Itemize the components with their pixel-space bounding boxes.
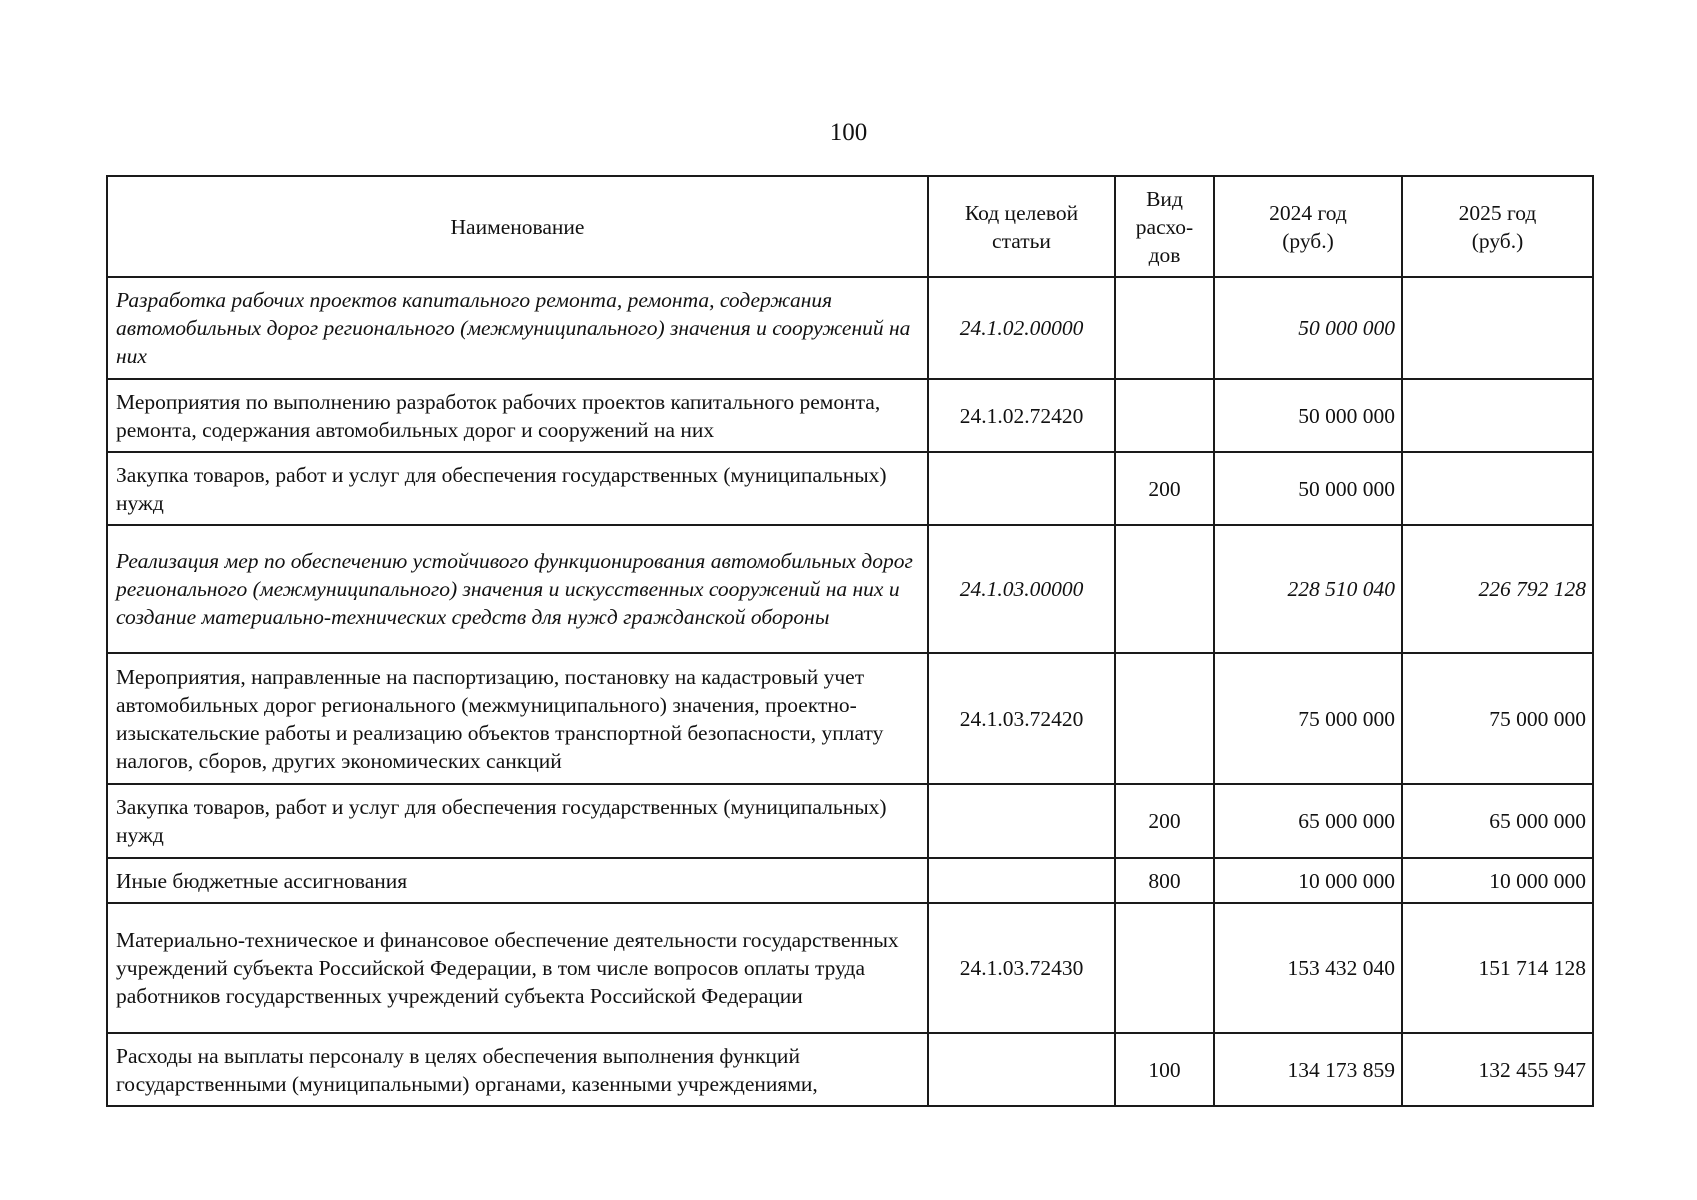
cell-2024: 50 000 000: [1214, 452, 1402, 525]
cell-name: Иные бюджетные ассигнования: [107, 858, 928, 903]
cell-name: Закупка товаров, работ и услуг для обеспечения государственных (муниципальных) нужд: [107, 452, 928, 525]
cell-kind: 800: [1115, 858, 1214, 903]
cell-code: [928, 1033, 1115, 1106]
cell-2025: 65 000 000: [1402, 784, 1593, 858]
header-kind: Вид расхо-дов: [1115, 176, 1214, 277]
table-row: [107, 379, 1593, 452]
table-body: [107, 277, 1593, 1106]
cell-2024: 50 000 000: [1214, 379, 1402, 452]
cell-2025: [1402, 379, 1593, 452]
cell-code: [928, 452, 1115, 525]
cell-name: Мероприятия по выполнению разработок рабочих проектов капитального ремонта, ремонта, содержания автомобильных дорог и сооружений на них: [107, 379, 928, 452]
cell-kind: [1115, 277, 1214, 379]
cell-code: [928, 784, 1115, 858]
cell-code: 24.1.03.72420: [928, 653, 1115, 784]
cell-name: Мероприятия, направленные на паспортизацию, постановку на кадастровый учет автомобильных дорог регионального (межмуниципального) значения, проектно-изыскательские работы и реализацию объектов транспортной безопасности, уплату налогов, сборов, других экономических санкций: [107, 653, 928, 784]
cell-code: [928, 858, 1115, 903]
cell-code: 24.1.02.00000: [928, 277, 1115, 379]
table-row: [107, 525, 1593, 653]
cell-kind: 200: [1115, 784, 1214, 858]
table-row: [107, 653, 1593, 784]
table-row: [107, 784, 1593, 858]
cell-kind: 100: [1115, 1033, 1214, 1106]
header-code: Код целевой статьи: [928, 176, 1115, 277]
header-2025: 2025 год (руб.): [1402, 176, 1593, 277]
cell-name: Реализация мер по обеспечению устойчивого функционирования автомобильных дорог регионального (межмуниципального) значения и искусственных сооружений на них и создание материально-технических средств для нужд гражданской обороны: [107, 525, 928, 653]
cell-code: 24.1.03.72430: [928, 903, 1115, 1033]
cell-2025: 151 714 128: [1402, 903, 1593, 1033]
cell-kind: [1115, 525, 1214, 653]
cell-name: Разработка рабочих проектов капитального ремонта, ремонта, содержания автомобильных дорог регионального (межмуниципального) значения и сооружений на них: [107, 277, 928, 379]
table-row: [107, 452, 1593, 525]
budget-table: [106, 175, 1594, 1107]
cell-2024: 228 510 040: [1214, 525, 1402, 653]
table-row: [107, 1033, 1593, 1106]
cell-2024: 134 173 859: [1214, 1033, 1402, 1106]
table-row: [107, 903, 1593, 1033]
cell-kind: [1115, 903, 1214, 1033]
cell-2025: 226 792 128: [1402, 525, 1593, 653]
cell-name: Закупка товаров, работ и услуг для обеспечения государственных (муниципальных) нужд: [107, 784, 928, 858]
cell-code: 24.1.02.72420: [928, 379, 1115, 452]
cell-2024: 10 000 000: [1214, 858, 1402, 903]
cell-2025: 10 000 000: [1402, 858, 1593, 903]
header-row: [107, 176, 1593, 277]
cell-2024: 50 000 000: [1214, 277, 1402, 379]
cell-2024: 65 000 000: [1214, 784, 1402, 858]
cell-2025: 132 455 947: [1402, 1033, 1593, 1106]
cell-2024: 153 432 040: [1214, 903, 1402, 1033]
table-row: [107, 858, 1593, 903]
header-name: Наименование: [107, 176, 928, 277]
cell-2025: [1402, 452, 1593, 525]
cell-2025: [1402, 277, 1593, 379]
cell-kind: 200: [1115, 452, 1214, 525]
page-number: 100: [829, 119, 868, 146]
cell-name: Расходы на выплаты персоналу в целях обеспечения выполнения функций государственными (муниципальными) органами, казенными учреждениями,: [107, 1033, 928, 1106]
cell-kind: [1115, 653, 1214, 784]
cell-2025: 75 000 000: [1402, 653, 1593, 784]
cell-2024: 75 000 000: [1214, 653, 1402, 784]
cell-kind: [1115, 379, 1214, 452]
cell-code: 24.1.03.00000: [928, 525, 1115, 653]
cell-name: Материально-техническое и финансовое обеспечение деятельности государственных учреждений субъекта Российской Федерации, в том числе вопросов оплаты труда работников государственных учреждений субъекта Российской Федерации: [107, 903, 928, 1033]
table-row: [107, 277, 1593, 379]
header-2024: 2024 год (руб.): [1214, 176, 1402, 277]
